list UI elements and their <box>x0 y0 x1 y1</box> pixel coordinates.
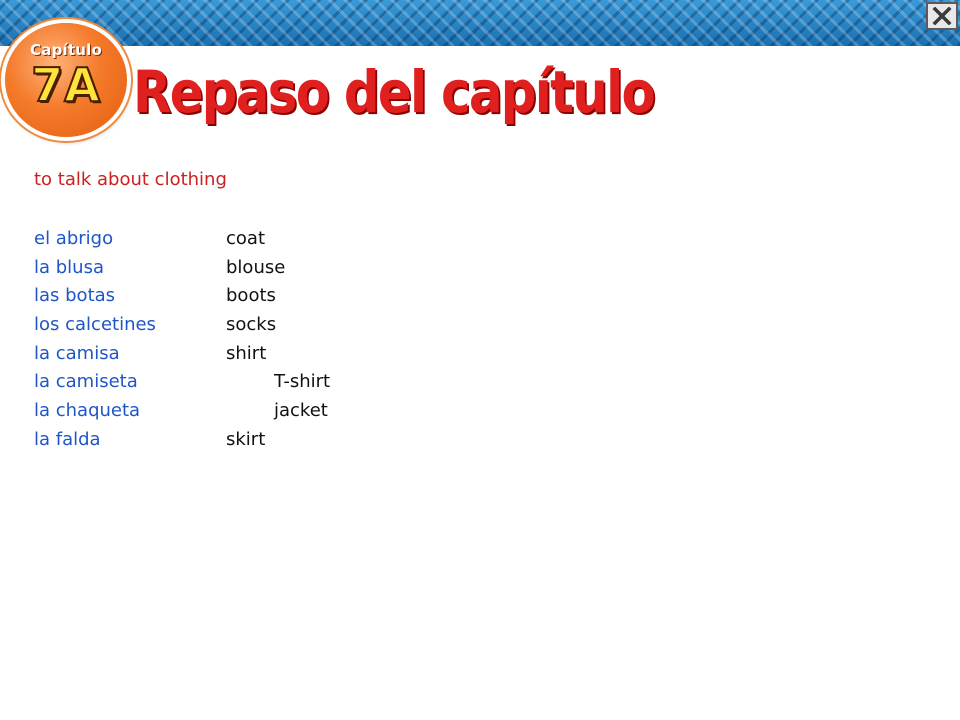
vocab-meaning: T-shirt <box>274 371 331 393</box>
vocab-term: la camiseta <box>34 371 138 393</box>
vocab-term: las botas <box>34 285 116 307</box>
vocab-row <box>34 368 534 397</box>
chapter-label: Capítulo <box>30 41 102 59</box>
vocab-term: los calcetines <box>34 314 156 336</box>
page-title: Repaso del capítulo <box>133 58 654 126</box>
vocab-row <box>34 282 534 311</box>
vocab-row <box>34 225 534 254</box>
header-band <box>0 0 960 46</box>
vocab-term: el abrigo <box>34 228 114 249</box>
vocab-meaning: jacket <box>274 400 328 422</box>
vocab-row <box>34 311 534 340</box>
vocab-meaning: blouse <box>226 256 286 278</box>
vocab-meaning: coat <box>226 228 265 249</box>
vocab-meaning: socks <box>226 314 277 336</box>
vocab-row <box>34 340 534 369</box>
vocab-meaning: skirt <box>226 428 266 450</box>
close-icon <box>932 7 952 25</box>
chapter-number: 7A <box>31 58 101 112</box>
vocab-term: la chaqueta <box>34 400 141 422</box>
vocab-meaning: shirt <box>226 342 267 364</box>
vocab-term: la camisa <box>34 342 120 364</box>
vocab-row <box>34 397 534 426</box>
vocab-term: la blusa <box>34 256 104 278</box>
close-button[interactable] <box>926 2 958 30</box>
vocab-list <box>34 225 534 455</box>
vocab-meaning: boots <box>226 285 276 307</box>
vocab-row <box>34 426 534 455</box>
vocab-term: la falda <box>34 428 101 450</box>
vocab-row <box>34 254 534 283</box>
section-heading: to talk about clothing <box>34 169 227 190</box>
chapter-badge <box>5 23 127 137</box>
